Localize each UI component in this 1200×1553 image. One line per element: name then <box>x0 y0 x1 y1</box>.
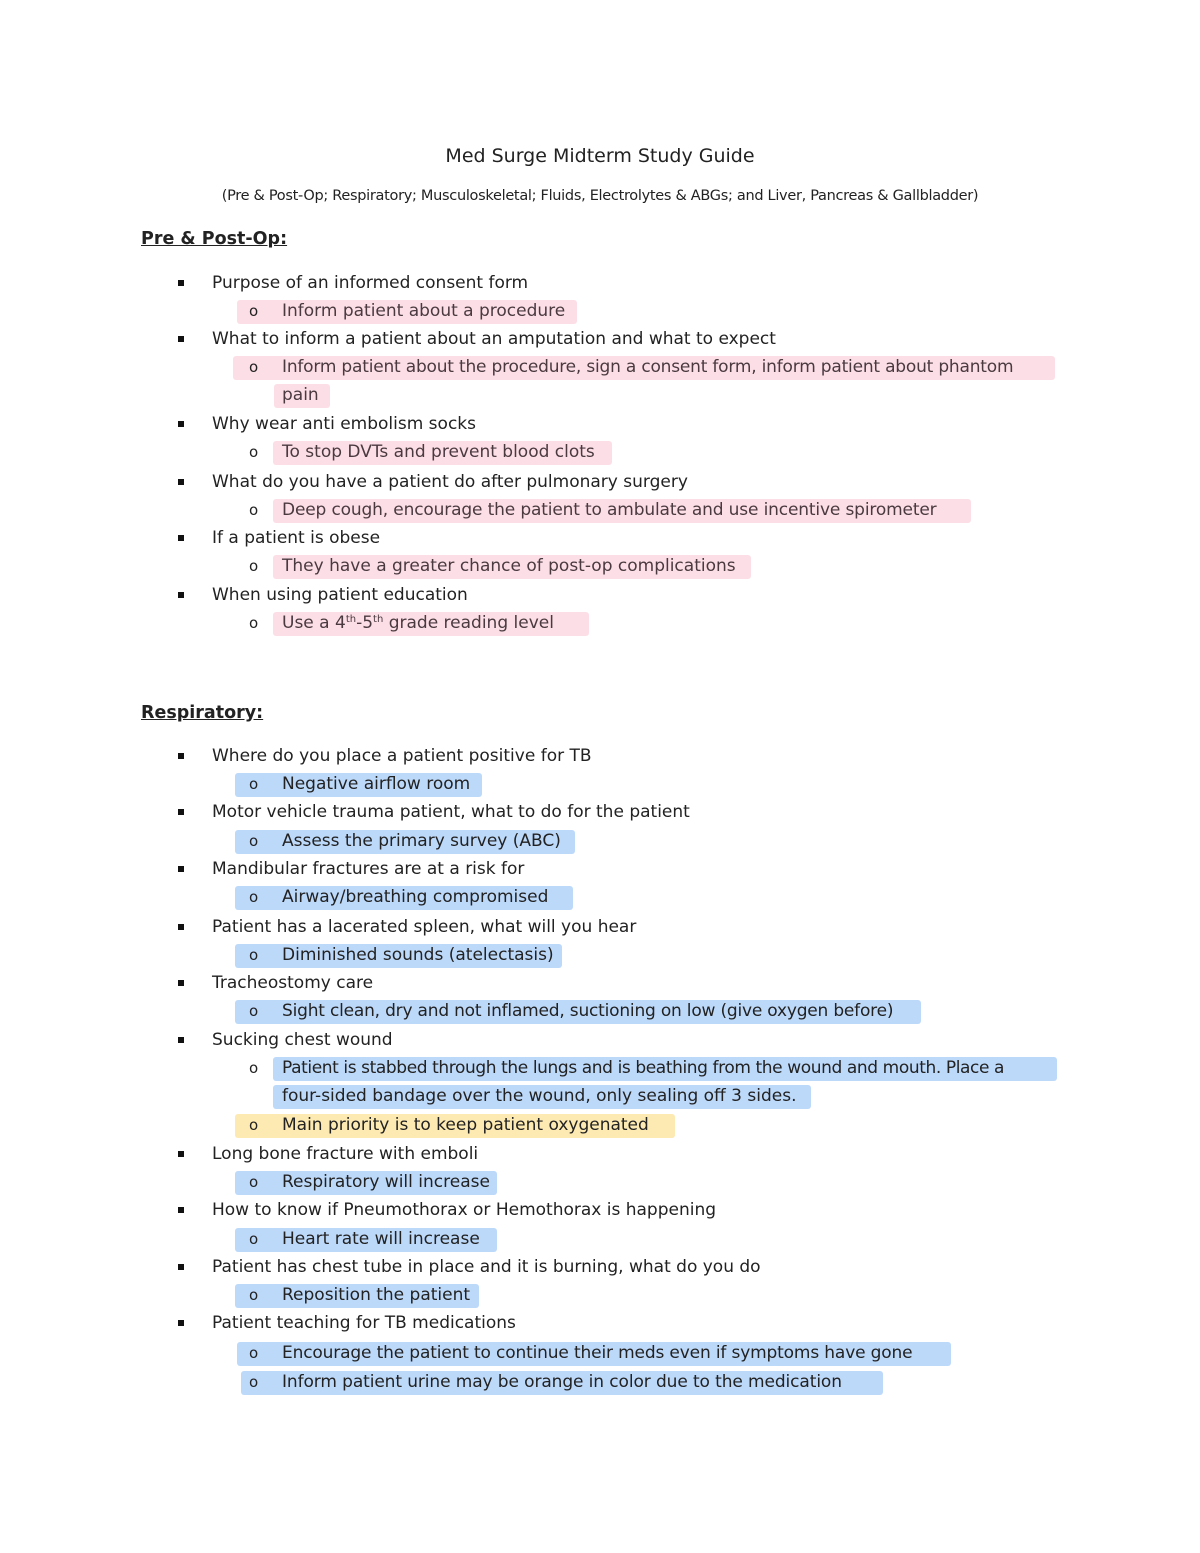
answer-bullet: o <box>249 358 259 376</box>
question-text: Mandibular fractures are at a risk for <box>212 859 525 879</box>
answer-bullet: o <box>249 1373 259 1391</box>
answer-bullet: o <box>249 1002 259 1020</box>
answer-bullet: o <box>249 501 259 519</box>
answer-bullet: o <box>249 1059 259 1077</box>
question-text: How to know if Pneumothorax or Hemothorax is happening <box>212 1200 717 1220</box>
answer-bullet: o <box>249 1116 259 1134</box>
answer-text: Patient is stabbed through the lungs and is beathing from the wound and mouth. Place a <box>282 1058 1005 1078</box>
answer-text: They have a greater chance of post-op complications <box>282 556 736 576</box>
answer-bullet: o <box>249 1173 259 1191</box>
document-subtitle: (Pre & Post-Op; Respiratory; Musculoskeletal; Fluids, Electrolytes & ABGs; and Liver, Pancreas & Gallbladder) <box>221 188 979 204</box>
question-text: Sucking chest wound <box>212 1030 393 1050</box>
answer-bullet: o <box>249 557 259 575</box>
answer-text: Negative airflow room <box>282 774 471 794</box>
square-bullet-icon <box>178 479 184 485</box>
answer-text-continued: pain <box>282 385 319 405</box>
answer-bullet: o <box>249 832 259 850</box>
square-bullet-icon <box>178 1207 184 1213</box>
square-bullet-icon <box>178 1264 184 1270</box>
answer-text-prefix: Use a 4 <box>282 613 346 633</box>
answer-bullet: o <box>249 946 259 964</box>
answer-text: Respiratory will increase <box>282 1172 490 1192</box>
answer-text-continued: four-sided bandage over the wound, only sealing off 3 sides. <box>282 1086 797 1106</box>
answer-bullet: o <box>249 614 259 632</box>
square-bullet-icon <box>178 535 184 541</box>
answer-bullet: o <box>249 888 259 906</box>
square-bullet-icon <box>178 592 184 598</box>
square-bullet-icon <box>178 421 184 427</box>
question-text: What to inform a patient about an amputation and what to expect <box>212 329 776 349</box>
answer-text: Heart rate will increase <box>282 1229 480 1249</box>
question-text: Patient has a lacerated spleen, what will you hear <box>212 917 637 937</box>
document-title: Med Surge Midterm Study Guide <box>445 145 755 167</box>
answer-text-suffix: grade reading level <box>383 613 554 633</box>
ordinal-suffix: th <box>373 614 384 625</box>
answer-text: Encourage the patient to continue their meds even if symptoms have gone <box>282 1343 913 1363</box>
square-bullet-icon <box>178 809 184 815</box>
square-bullet-icon <box>178 280 184 286</box>
answer-text: Inform patient about the procedure, sign a consent form, inform patient about phantom <box>282 357 1014 377</box>
answer-text <box>282 611 554 635</box>
answer-text: Assess the primary survey (ABC) <box>282 831 561 851</box>
answer-bullet: o <box>249 1344 259 1362</box>
answer-text: Deep cough, encourage the patient to ambulate and use incentive spirometer <box>282 500 937 520</box>
answer-text: Airway/breathing compromised <box>282 887 549 907</box>
square-bullet-icon <box>178 1320 184 1326</box>
ordinal-suffix: th <box>345 614 357 625</box>
square-bullet-icon <box>178 924 184 930</box>
answer-text: Inform patient urine may be orange in color due to the medication <box>282 1372 842 1392</box>
square-bullet-icon <box>178 1037 184 1043</box>
question-text: Purpose of an informed consent form <box>212 273 529 293</box>
answer-text: Main priority is to keep patient oxygenated <box>282 1115 649 1135</box>
question-text: When using patient education <box>212 585 468 605</box>
answer-text: Reposition the patient <box>282 1285 471 1305</box>
section-heading-respiratory: Respiratory: <box>141 703 264 723</box>
square-bullet-icon <box>178 866 184 872</box>
square-bullet-icon <box>178 1151 184 1157</box>
question-text: Why wear anti embolism socks <box>212 414 476 434</box>
question-text: Patient has chest tube in place and it is burning, what do you do <box>212 1257 761 1277</box>
question-text: Patient teaching for TB medications <box>212 1313 516 1333</box>
answer-text-mid: -5 <box>356 613 374 633</box>
square-bullet-icon <box>178 980 184 986</box>
question-text: Long bone fracture with emboli <box>212 1144 479 1164</box>
answer-text: Inform patient about a procedure <box>282 301 566 321</box>
question-text: Tracheostomy care <box>212 973 374 993</box>
answer-bullet: o <box>249 775 259 793</box>
question-text: Where do you place a patient positive for TB <box>212 746 592 766</box>
answer-text: Sight clean, dry and not inflamed, suctioning on low (give oxygen before) <box>282 1001 894 1021</box>
square-bullet-icon <box>178 336 184 342</box>
answer-text: Diminished sounds (atelectasis) <box>282 945 554 965</box>
question-text: If a patient is obese <box>212 528 381 548</box>
answer-bullet: o <box>249 302 259 320</box>
square-bullet-icon <box>178 753 184 759</box>
section-heading-pre-post-op: Pre & Post-Op: <box>141 229 288 249</box>
question-text: Motor vehicle trauma patient, what to do for the patient <box>212 802 690 822</box>
answer-bullet: o <box>249 1286 259 1304</box>
question-text: What do you have a patient do after pulmonary surgery <box>212 472 688 492</box>
answer-bullet: o <box>249 443 259 461</box>
answer-text: To stop DVTs and prevent blood clots <box>282 442 595 462</box>
answer-bullet: o <box>249 1230 259 1248</box>
